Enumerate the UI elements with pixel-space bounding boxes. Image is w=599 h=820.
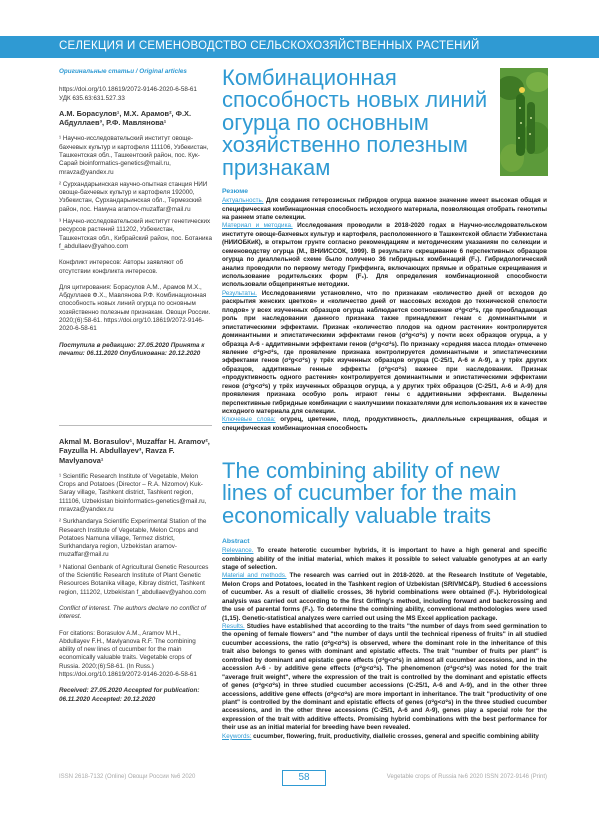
cucumber-photo [500, 68, 548, 176]
citation-en: For citations: Borasulov A.M., Aramov M.H., Abdullayev F.H., Mavlyanova R.F. The combining ability of new lines of cucumber for the main economically valuable traits. Vegetable crops of Russia. 2020;(6):58-61. (In Russ.) https://doi.org/10.18619/2072-9146-2020-6-58-61 [59, 629, 197, 678]
article-type: Оригинальные статьи / Original articles [59, 68, 187, 75]
conflict-ru: Конфликт интересов: Авторы заявляют об отсутствии конфликта интересов. [59, 259, 184, 275]
doi-ru[interactable]: https://doi.org/10.18619/2072-9146-2020-6-58-61 [59, 86, 197, 94]
page-footer [59, 772, 547, 786]
page-number: 58 [282, 770, 326, 786]
results-ru [222, 290, 547, 417]
results-text-en: Studies have established that according to the traits "the number of days from seed germination to the opening of female flowers" and "the number of days until the technical ripeness of fruits" in all studied cucumber accessions, the ratio (σ²g<σ²s) is observed, where the dominant role in the inheritance of this trait also belongs to genes with dominant and epistatic effects. The trait "number of fruits per plant" is controlled by dominant and epistatic gene effects (σ²g<σ²s) in almost all cucumber accessions, and in the accession A-6 - by additive gene effects (σ²g<σ²s). The phenomenon (σ²g<σ²s) was noted for the trait "average fruit weight", where the expression of the trait is controlled by the dominant and epistatic effects of genes (σ²g<σ²s) in three studied cucumber accessions (C-25/1, A-6 and A-9), and in the other three accessions, additive gene effects (σ²g<σ²s) are more important in inheritance. The trait "productivity of one plant" is controlled by the dominant and epistatic effects of genes (σ²g<σ²s) in the three studied cucumber accessions, and in the other three accessions (C-25/1, A-6 and A-9), genes play a special role for the expression of the trait with additive effects. Promising hybrid combinations with the best performance for their use as an initial material for breeding have been revealed. [222, 623, 548, 732]
methods-text-en: The research was carried out in 2018-2020. at the Research Institute of Vegetable, Melon Crops and Potatoes, located in the Tashkent region of Uzbekistan (SRIVMC&P). Studied 6 accessions of cucumber. As a result of diallelic crosses, 36 hybrid combinations were obtained (F₁). Hybridological analysis was carried out according to the first Griffing's method, including forward and backcrossing and the use of parental forms (F₁). To determine the combining ability, conventional methodologies were used (1,15). Genetic-statistical analyzes were carried out using the MS Excel application package. [222, 572, 548, 622]
affiliation-3-en: ³ National Genbank of Agricultural Genetic Resources of the Scientific Research Institute of Plant Genetic Resources Botanika village, Kibray district, Tashkent region, 111202, Uzbekistan f_abdullaev@yahoo.com [59, 563, 209, 596]
keywords-label-ru: Ключевые слова: [222, 416, 276, 424]
relevance-label-en: Relevance. [222, 547, 254, 555]
authors-en: Akmal M. Borasulov¹, Muzaffar H. Aramov², Fayzulla H. Abdullayev³, Ravza F. Mavlyanova¹ [59, 437, 210, 465]
results-label-ru: Результаты. [222, 289, 257, 297]
footer-left: ISSN 2618-7132 (Online) Овощи России №6 2020 [59, 774, 196, 780]
conflict-en: Conflict of interest. The authors declare no conflict of interest. [59, 604, 207, 621]
relevance-label-ru: Актуальность. [222, 197, 264, 205]
keywords-text-en: cucumber, flowering, fruit, productivity, diallelic crosses, general and specific combining ability [253, 732, 539, 740]
affiliation-1-en: ¹ Scientific Research Institute of Vegetable, Melon Crops and Potatoes (Director – R.A. Nizomov) Kuk-Saray village, Tashkent district, Tashkent region, 111106, Uzbekistan bioinformatics-genetics@mail.ru, mravza@yandex.ru [59, 472, 207, 513]
dates-en: Received: 27.05.2020 Accepted for publication: 06.11.2020 Accepted: 20.12.2020 [59, 687, 200, 703]
ru-sidebar [59, 68, 212, 362]
footer-right: Vegetable crops of Russia №6 2020 ISSN 2072-9146 (Print) [386, 774, 547, 780]
methods-text-ru: Исследования проводили в 2018-2020 годах в Научно-исследовательском институте овоще-бахчевых культур и картофеля, расположенного в Ташкентской области Узбекистана (НИИОБКиК), в открытом грунте согласно рекомендациям и методическим указаниям по селекции и семеноводству огурца (М., ВНИИССОК, 1999). В результате скрещивание 6 перспективных образцов огурца по диаллельной схеме было получено 36 гибридных комбинаций (F₁). Гибридологический анализ проводили по первому методу Гриффинга, включающих прямые и обратные скрещивания и использование родительских форм (F₁). Для определения комбинационной способности использовали общепринятые методики. [222, 222, 547, 289]
relevance-text-en: To create heterotic cucumber hybrids, it is important to have a high general and specific combining ability of the initial material, which makes it possible to select valuable genotypes at an early stage of selection. [222, 547, 548, 571]
abstract-heading-en: Abstract [222, 538, 250, 545]
sidebar-divider [59, 425, 212, 426]
results-text-ru: Исследованиями установлено, что по признакам «количество дней от всходов до раскрытия женских цветков» и «количество дней от массовых всходов до технической спелости плодов» у всех изученных образцов огурца наблюдается соотношение σ²g<σ²s, где преобладающая роль при наследовании данного признака также принадлежит генам с доминантными и эпистатическими эффектами. Признак «количество плодов на одном растении» контролируется доминантными и эпистатическими эффектами генов (σ²g<σ²s) у почти всех образцов огурца, а у образца А-6 - аддитивными эффектами генов (σ²g<σ²s). По признаку «средняя масса плода» отмечено явление σ²g>σ²s, где проявление признака контролируется доминантными и эпистатическими эффектами генов (σ²g<σ²s) у трёх изученных образцов огурца (С-25/1, А-6 и А-9), а у трёх других образцов, аддитивные генные эффекты (σ²g<σ²s) важнее при наследовании. Признак «продуктивность одного растения» контролируется доминантными и эпистатическими эффектами генов (σ²g<σ²s) у трёх изученных образцов огурца, а у других трёх образцов (С-25/1, А-6 и А-9) для проявления признака особую роль играют гены с аддитивными эффектами. Выделены перспективные гибридные комбинации с наилучшими показателями для использования их в качестве исходного материала для селекции. [222, 289, 548, 416]
dates-ru: Поступила в редакцию: 27.05.2020 Принята к печати: 06.11.2020 Опубликована: 20.12.2020 [59, 341, 205, 357]
abstract-ru [222, 187, 547, 433]
results-label-en: Results. [222, 623, 245, 631]
cucumber-illustration [500, 68, 548, 176]
affiliation-1-ru: ¹ Научно-исследовательский институт овоще-бахчевых культур и картофеля 111106, Узбекистан, Ташкентская обл., Ташкентский район, пос. Кук-Сарай bioinformatics-genetics@mail.ru, mravza@yandex.ru [59, 135, 209, 176]
title-en: The combining ability of new lines of cucumber for the main economically valuable traits [222, 458, 517, 528]
affiliation-2-ru: ² Сурхандарьинская научно-опытная станция НИИ овоще-бахчевых культур и картофеля 192000, Узбекистан, Сурхандарьинская обл., Термезский район, пос. Намуна aramov-muzaffar@mail.ru [59, 180, 208, 213]
methods-label-en: Material and methods. [222, 572, 287, 580]
udc: УДК 635.63:631.527.33 [59, 94, 125, 102]
citation-ru: Для цитирования: Борасулов А.М., Арамов М.Х., Абдуллаев Ф.Х., Мавлянова Р.Ф. Комбинационная способность новых линий огурца по основным хозяйственно полезным признакам. Овощи России. 2020;(6):58-61. https://doi.org/10.18619/2072-9146-2020-6-58-61 [59, 283, 211, 333]
relevance-text-ru: Для создания гетерозисных гибридов огурца важное значение имеет высокая общая и специфическая комбинационная способность исходного материала, позволяющая отобрать генотипы на раннем этапе селекции. [222, 197, 547, 221]
relevance-ru [222, 197, 547, 222]
abstract-heading-ru: Резюме [222, 188, 249, 195]
authors-ru: А.М. Борасулов¹, М.Х. Арамов², Ф.Х. Абдуллаев³, Р.Ф. Мавлянова¹ [59, 108, 191, 128]
results-en [222, 623, 547, 733]
methods-en [222, 572, 547, 623]
methods-ru [222, 222, 547, 290]
keywords-ru [222, 416, 547, 433]
section-title: СЕЛЕКЦИЯ И СЕМЕНОВОДСТВО СЕЛЬСКОХОЗЯЙСТВЕННЫХ РАСТЕНИЙ [59, 40, 480, 52]
relevance-en [222, 547, 547, 572]
title-ru: Комбинационная способность новых линий огурца по основным хозяйственно полезным признакам [222, 65, 488, 180]
abstract-en [222, 537, 547, 741]
keywords-en [222, 733, 547, 741]
keywords-text-ru: огурец, цветение, плод, продуктивность, диаллельные скрещивания, общая и специфическая комбинационная способность [222, 416, 547, 432]
keywords-label-en: Keywords: [222, 732, 252, 740]
en-sidebar [59, 437, 212, 708]
affiliation-2-en: ² Surkhandarya Scientific Experimental Station of the Research Institute of Vegetable, Melon Crops and Potatoes Namuna village, Termez district, Surkhandarya region, Uzbekistan aramov-muzaffar@mail.ru [59, 518, 207, 559]
affiliation-3-ru: ³ Научно-исследовательский институт генетических ресурсов растений 111202, Узбекистан, Ташкентская обл., Кибрайский район, пос. Ботаника f_abdullaev@yahoo.com [59, 218, 212, 250]
methods-label-ru: Материал и методика. [222, 222, 293, 230]
